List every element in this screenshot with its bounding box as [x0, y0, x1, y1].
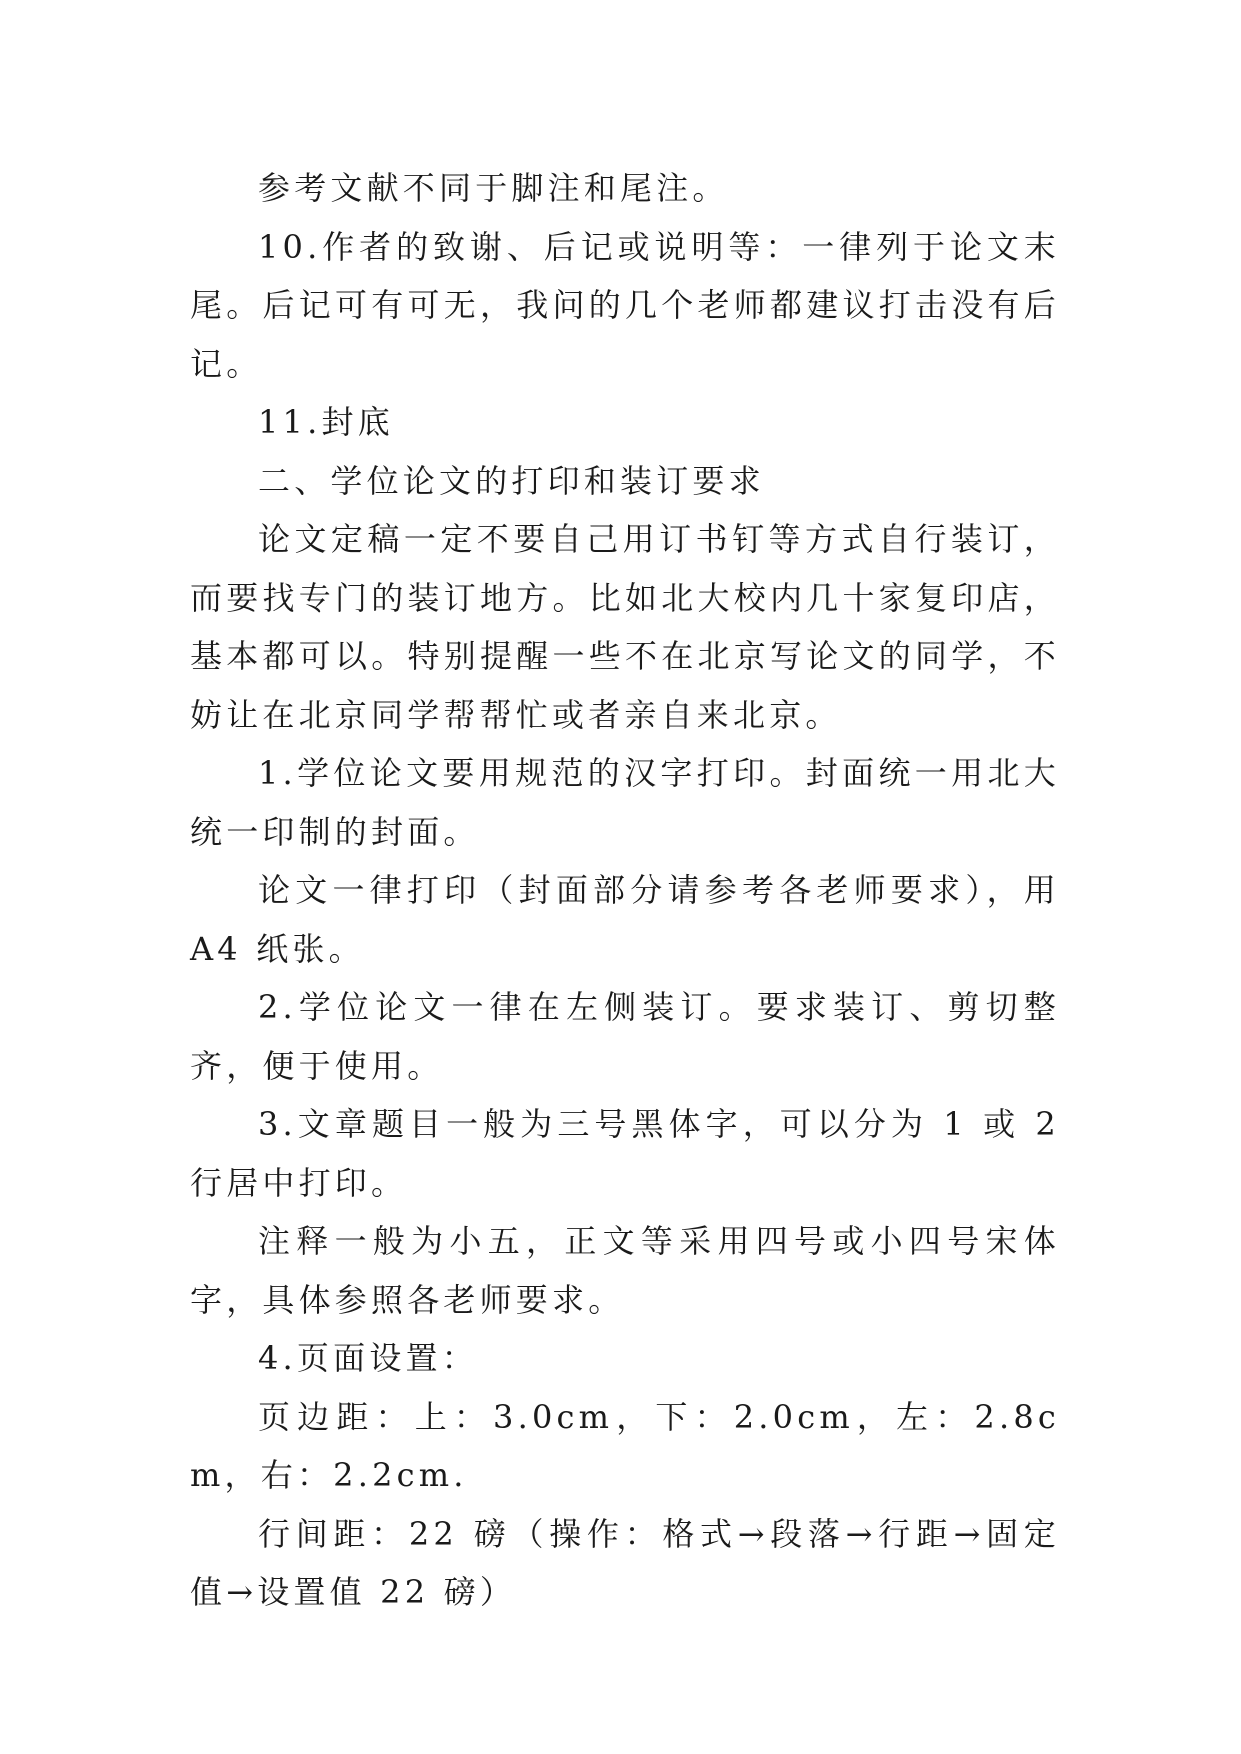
document-body	[190, 159, 1060, 1622]
section-heading-printing-binding: 二、学位论文的打印和装订要求	[258, 461, 765, 500]
paragraph-item-3-title-font: 3.文章题目一般为三号黑体字，可以分为 1 或 2 行居中打印。	[190, 1105, 1060, 1202]
paragraph-item-1-chinese-printing: 1.学位论文要用规范的汉字打印。封面统一用北大统一印制的封面。	[190, 754, 1060, 851]
paragraph-item-4-page-setup: 4.页面设置：	[258, 1339, 478, 1377]
paragraph-margins: 页边距：上：3.0cm，下：2.0cm，左：2.8cm，右：2.2cm.	[190, 1397, 1060, 1494]
paragraph-notes-font: 注释一般为小五，正文等采用四号或小四号宋体字，具体参照各老师要求。	[190, 1222, 1060, 1319]
paragraph-item-2-left-binding: 2.学位论文一律在左侧装订。要求装订、剪切整齐，便于使用。	[190, 988, 1060, 1085]
paragraph-references-note: 参考文献不同于脚注和尾注。	[258, 169, 729, 207]
paragraph-back-cover: 11.封底	[258, 403, 394, 441]
paragraph-line-spacing: 行间距：22 磅（操作：格式→段落→行距→固定值→设置值 22 磅）	[190, 1514, 1060, 1611]
paragraph-a4-paper: 论文一律打印（封面部分请参考各老师要求），用 A4 纸张。	[190, 871, 1060, 968]
paragraph-binding-advice: 论文定稿一定不要自己用订书钉等方式自行装订，而要找专门的装订地方。比如北大校内几十家复印店，基本都可以。特别提醒一些不在北京写论文的同学，不妨让在北京同学帮帮忙或者亲自来北京。	[190, 520, 1060, 734]
paragraph-acknowledgements: 10.作者的致谢、后记或说明等：一律列于论文末尾。后记可有可无，我问的几个老师都建议打击没有后记。	[190, 227, 1060, 383]
